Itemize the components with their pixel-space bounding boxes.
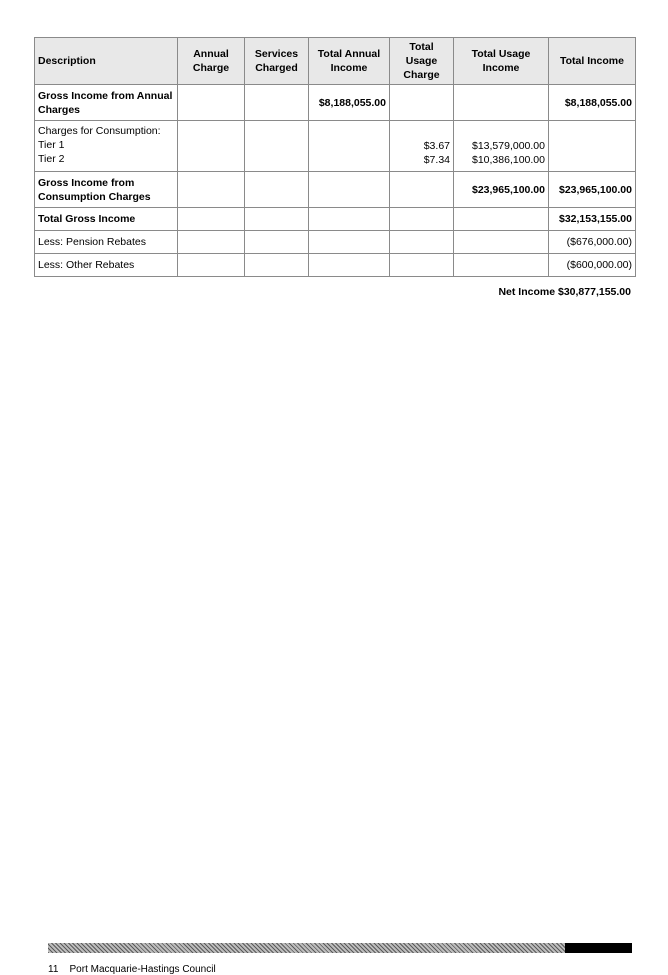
page-number: 11 (48, 964, 59, 975)
consumption-description (35, 121, 178, 172)
net-income (498, 286, 631, 298)
net-income-label: Net Income (498, 286, 556, 298)
footer-bar-solid (565, 943, 632, 953)
total-gross-description: Total Gross Income (35, 208, 178, 231)
gross-annual-total-income: $8,188,055.00 (549, 85, 636, 121)
row-consumption (35, 121, 636, 172)
other-rebates-description: Less: Other Rebates (35, 254, 178, 277)
consumption-heading: Charges for Consumption: (38, 125, 161, 137)
total-gross-total-income: $32,153,155.00 (549, 208, 636, 231)
footer-organization: Port Macquarie-Hastings Council (69, 964, 216, 975)
header-total-income: Total Income (549, 38, 636, 85)
tier-2-label: Tier 2 (38, 153, 65, 165)
tier-1-usage-charge: $3.67 (423, 140, 450, 152)
footer-bar (48, 943, 632, 953)
header-total-usage-charge: Total Usage Charge (390, 38, 454, 85)
pension-rebates-description: Less: Pension Rebates (35, 231, 178, 254)
tier-1-label: Tier 1 (38, 139, 65, 151)
net-income-value: $30,877,155.00 (558, 286, 631, 298)
header-annual-charge: Annual Charge (178, 38, 245, 85)
income-table (34, 37, 636, 277)
header-description: Description (35, 38, 178, 85)
consumption-usage-charges (390, 121, 454, 172)
other-rebates-total-income: ($600,000.00) (549, 254, 636, 277)
gross-consumption-description: Gross Income from Consumption Charges (35, 172, 178, 208)
row-total-gross (35, 208, 636, 231)
row-other-rebates (35, 254, 636, 277)
tier-2-usage-income: $10,386,100.00 (472, 154, 545, 166)
row-gross-annual (35, 85, 636, 121)
row-pension-rebates (35, 231, 636, 254)
row-gross-consumption (35, 172, 636, 208)
gross-consumption-total-usage-income: $23,965,100.00 (454, 172, 549, 208)
pension-rebates-total-income: ($676,000.00) (549, 231, 636, 254)
header-services-charged: Services Charged (245, 38, 309, 85)
header-total-annual-income: Total Annual Income (309, 38, 390, 85)
gross-consumption-total-income: $23,965,100.00 (549, 172, 636, 208)
header-total-usage-income: Total Usage Income (454, 38, 549, 85)
table-header-row (35, 38, 636, 85)
gross-annual-total-annual-income: $8,188,055.00 (309, 85, 390, 121)
gross-annual-description: Gross Income from Annual Charges (35, 85, 178, 121)
consumption-usage-incomes (454, 121, 549, 172)
tier-1-usage-income: $13,579,000.00 (472, 140, 545, 152)
tier-2-usage-charge: $7.34 (423, 154, 450, 166)
